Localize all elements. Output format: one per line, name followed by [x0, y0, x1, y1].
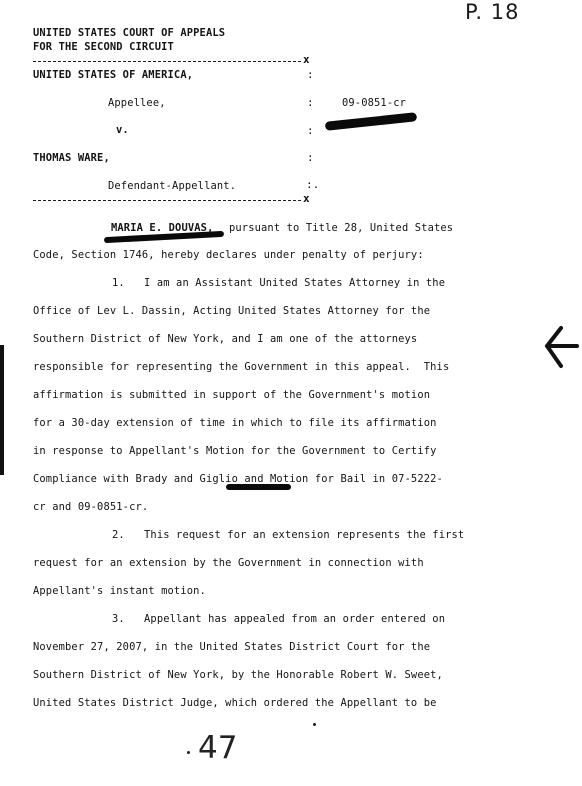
stray-dot	[187, 751, 190, 754]
para1-line8: Compliance with Brady and Giglio and Motion for Bail in 07-5222-	[33, 473, 443, 485]
versus-label: v.	[116, 124, 129, 136]
para1-line1: 1. I am an Assistant United States Attorney in the	[112, 277, 446, 289]
handwritten-page-number: 47	[198, 730, 238, 766]
caption-bottom-divider	[33, 200, 301, 201]
caption-colon: :	[307, 151, 314, 164]
intro-line-1: pursuant to Title 28, United States	[229, 222, 454, 234]
declarant-name: MARIA E. DOUVAS,	[111, 222, 214, 234]
stray-dot	[313, 723, 316, 726]
para1-line6: for a 30-day extension of time in which to file its affirmation	[33, 417, 437, 429]
caption-colon: :	[307, 96, 314, 109]
para3-line1: 3. Appellant has appealed from an order entered on	[112, 613, 446, 625]
court-name-line2: FOR THE SECOND CIRCUIT	[33, 41, 174, 53]
para2-line3: Appellant's instant motion.	[33, 585, 206, 597]
court-name-line1: UNITED STATES COURT OF APPEALS	[33, 27, 226, 39]
para3-line2: November 27, 2007, in the United States District Court for the	[33, 641, 431, 653]
docket-number: 09-0851-cr	[342, 97, 407, 109]
para3-line3: Southern District of New York, by the Honorable Robert W. Sweet,	[33, 669, 443, 681]
redaction-mark-docket	[325, 112, 417, 131]
intro-line-2: Code, Section 1746, hereby declares under penalty of perjury:	[33, 249, 424, 261]
caption-x-mark-top: x	[303, 53, 310, 66]
defendant-role: Defendant-Appellant.	[108, 180, 237, 192]
para1-line4: responsible for representing the Government in this appeal. This	[33, 361, 450, 373]
para3-line4: United States District Judge, which ordered the Appellant to be	[33, 697, 437, 709]
para1-line3: Southern District of New York, and I am one of the attorneys	[33, 333, 418, 345]
para1-line7: in response to Appellant's Motion for the Government to Certify	[33, 445, 437, 457]
para1-line2: Office of Lev L. Dassin, Acting United States Attorney for the	[33, 305, 431, 317]
para2-line2: request for an extension by the Government in connection with	[33, 557, 424, 569]
caption-colon: :	[307, 68, 314, 81]
para1-line5: affirmation is submitted in support of the Government's motion	[33, 389, 431, 401]
plaintiff-name: UNITED STATES OF AMERICA,	[33, 69, 194, 81]
page-label: P. 18	[465, 0, 520, 24]
defendant-name: THOMAS WARE,	[33, 152, 110, 164]
plaintiff-role: Appellee,	[108, 97, 166, 109]
caption-x-mark-bottom: x	[303, 192, 310, 205]
caption-top-divider	[33, 61, 301, 62]
caption-colon: :.	[306, 178, 320, 191]
caption-colon: :	[307, 124, 314, 137]
margin-bar	[0, 345, 4, 475]
para2-line1: 2. This request for an extension represents the first	[112, 529, 465, 541]
margin-arrow-icon	[543, 322, 579, 372]
para1-line9: cr and 09-0851-cr.	[33, 501, 149, 513]
